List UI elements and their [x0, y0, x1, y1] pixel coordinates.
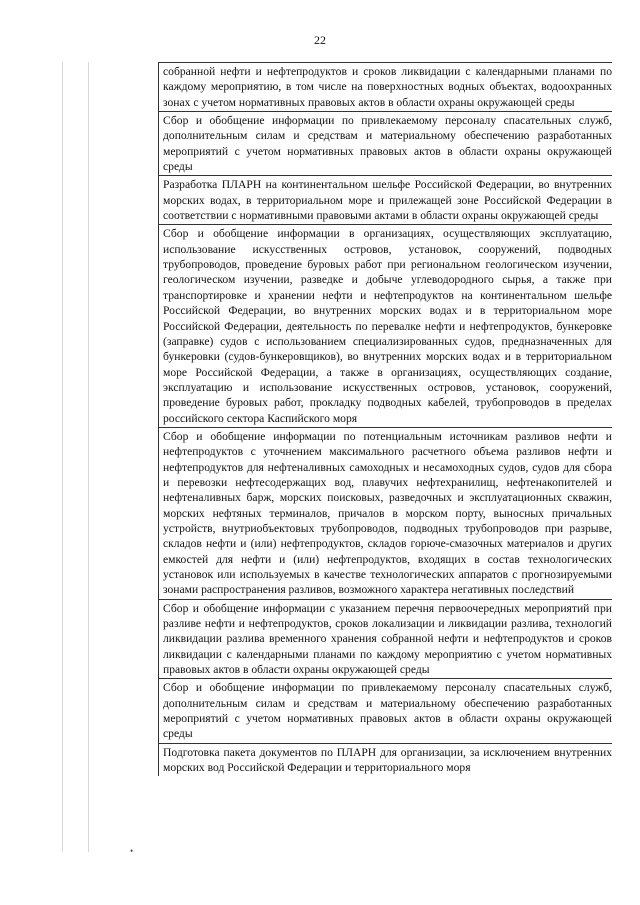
- scan-dot: •: [130, 846, 134, 856]
- table-row: Разработка ПЛАРН на континентальном шельфе Российской Федерации, во внутренних морских водах, в территориальном море и прилежащей зоне Российской Федерации в соответствии с нормативными правовыми актами в области охраны окружающей среды: [158, 176, 612, 225]
- table-row: Сбор и обобщение информации по потенциальным источникам разливов нефти и нефтепродуктов с уточнением максимального расчетного объема разливов нефти и нефтепродуктов для нефтеналивных самоходных и несамоходных судов, судов для сбора и перевозки нефтесодержащих вод, плавучих нефтехранилищ, нефтенакопителей и нефтеналивных барж, морских поисковых, разведочных и эксплуатационных скважин, морских нефтяных терминалов, причалов в морском порту, выносных причальных устройств, внутриобъектовых трубопроводов, подводных трубопроводов при разрыве, складов нефти и (или) нефтепродуктов, складов горюче-смазочных материалов и других емкостей для нефти и (или) нефтепродуктов, входящих в состав технологических установок или используемых в качестве технологических аппаратов с прогнозируемыми зонами распространения разливов, возможного характера негативных последствий: [158, 428, 612, 600]
- table-row: Сбор и обобщение информации с указанием перечня первоочередных мероприятий при разливе нефти и нефтепродуктов, сроков локализации и ликвидации разлива, технологий ликвидации разлива временного хранения собранной нефти и нефтепродуктов и сроков ликвидации с календарными планами по каждому мероприятию с учетом нормативных правовых актов в области охраны окружающей среды: [158, 600, 612, 680]
- margin-rule: [88, 62, 89, 852]
- table-row: Сбор и обобщение информации по привлекаемому персоналу спасательных служб, дополнительным силам и средствам и материальному обеспечению разработанных мероприятий с учетом нормативных правовых актов в области охраны окружающей среды: [158, 112, 612, 176]
- page-number: 22: [314, 33, 326, 47]
- table-row: Сбор и обобщение информации по привлекаемому персоналу спасательных служб, дополнительным силам и средствам и материальному обеспечению разработанных мероприятий с учетом нормативных правовых актов в области охраны окружающей среды: [158, 679, 612, 743]
- table-row: Сбор и обобщение информации в организациях, осуществляющих эксплуатацию, использование искусственных островов, установок, сооружений, подводных трубопроводов, проведение буровых работ при региональном геологическом изучении, геологическом изучении, разведке и добыче углеводородного сырья, а также при транспортировке и хранении нефти и нефтепродуктов на континентальном шельфе Российской Федерации, во внутренних морских водах и в территориальном море Российской Федерации, деятельность по перевалке нефти и нефтепродуктов, бункеровке (заправке) судов с использованием специализированных судов, предназначенных для бункеровки (судов-бункеровщиков), во внутренних морских водах и в территориальном море Российской Федерации, а также в организациях, осуществляющих создание, эксплуатацию и использование искусственных островов, установок, сооружений, проведение буровых работ, прокладку подводных кабелей, трубопроводов в пределах российского сектора Каспийского моря: [158, 225, 612, 427]
- requirements-table: [158, 62, 612, 776]
- table-row: Подготовка пакета документов по ПЛАРН для организации, за исключением внутренних морских вод Российской Федерации и территориального моря: [158, 744, 612, 777]
- table-row: собранной нефти и нефтепродуктов и сроков ликвидации с календарными планами по каждому мероприятию, в том числе на поверхностных водных объектах, водоохранных зонах с учетом нормативных правовых актов в области охраны окружающей среды: [158, 63, 612, 112]
- margin-rule: [62, 62, 63, 852]
